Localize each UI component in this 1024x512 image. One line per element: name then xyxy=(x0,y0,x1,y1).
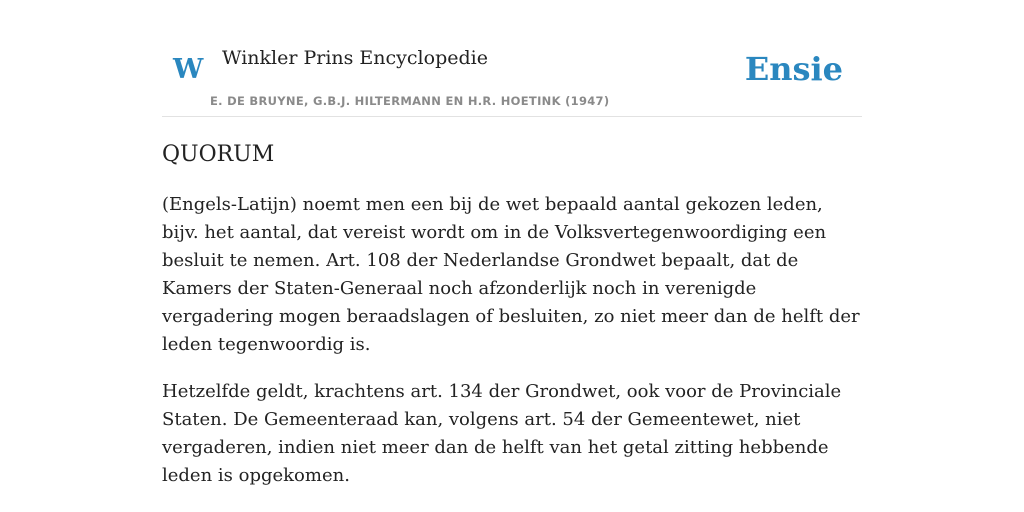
source-logo-icon[interactable]: W xyxy=(173,54,204,85)
ensie-logo[interactable]: Ensie xyxy=(744,50,843,88)
source-authors: E. DE BRUYNE, G.B.J. HILTERMANN EN H.R. HOETINK (1947) xyxy=(210,94,610,108)
source-title-link[interactable]: Winkler Prins Encyclopedie xyxy=(222,47,488,69)
source-header xyxy=(162,0,862,117)
article-paragraph: Hetzelfde geldt, krachtens art. 134 der Grondwet, ook voor de Provinciale Staten. De Gemeenteraad kan, volgens art. 54 der Gemeentewet, niet vergaderen, indien niet meer dan de helft van het getal zitting hebbende leden is opgekomen. xyxy=(162,381,842,486)
article xyxy=(162,138,862,509)
article-paragraph: (Engels-Latijn) noemt men een bij de wet bepaald aantal gekozen leden, bijv. het aantal, dat vereist wordt om in de Volksvertegenwoordiging een besluit te nemen. Art. 108 der Nederlandse Grondwet bepaalt, dat de Kamers der Staten-Generaal noch afzonderlijk noch in verenigde vergadering mogen beraadslagen of besluiten, zo niet meer dan de helft der leden tegenwoordig is. xyxy=(162,194,860,355)
article-title: QUORUM xyxy=(162,142,275,167)
